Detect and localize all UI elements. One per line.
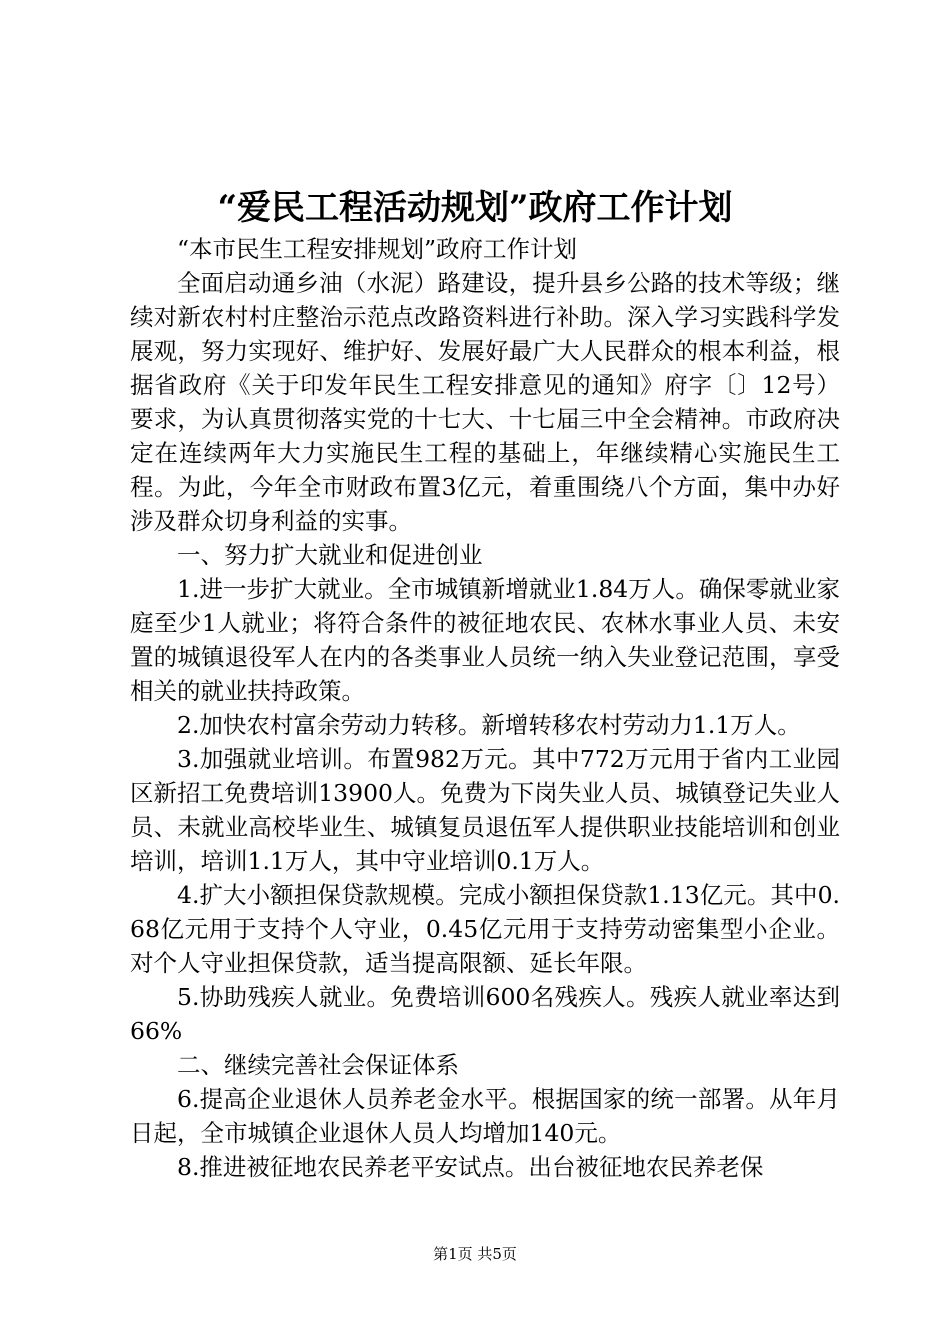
item-paragraph-6: 6.提高企业退休人员养老金水平。根据国家的统一部署。从年月日起，全市城镇企业退休人员人均增加140元。 <box>130 1085 840 1147</box>
intro-paragraph: 全面启动通乡油（水泥）路建设，提升县乡公路的技术等级；继续对新农村村庄整治示范点改路资料进行补助。深入学习实践科学发展观，努力实现好、维护好、发展好最广大人民群众的根本利益，根据省政府《关于印发年民生工程安排意见的通知》府字〔〕12号）要求，为认真贯彻落实党的十七大、十七届三中全会精神。市政府决定在连续两年大力实施民生工程的基础上，年继续精心实施民生工程。为此，今年全市财政布置3亿元，着重围绕八个方面，集中办好涉及群众切身利益的实事。 <box>130 269 840 535</box>
document-title: “爱民工程活动规划”政府工作计划 <box>217 188 733 228</box>
item-paragraph-8: 8.推进被征地农民养老平安试点。出台被征地农民养老保 <box>177 1153 764 1181</box>
item-paragraph-3: 3.加强就业培训。布置982万元。其中772万元用于省内工业园区新招工免费培训13900人。免费为下岗失业人员、城镇登记失业人员、未就业高校毕业生、城镇复员退伍军人提供职业技能培训和创业培训，培训1.1万人，其中守业培训0.1万人。 <box>130 745 840 875</box>
subtitle-paragraph: “本市民生工程安排规划”政府工作计划 <box>177 235 578 263</box>
section-heading-2: 二、继续完善社会保证体系 <box>177 1051 459 1079</box>
document-body <box>130 232 840 1184</box>
page-number-footer: 第1页 共5页 <box>433 1245 517 1263</box>
section-heading-1: 一、努力扩大就业和促进创业 <box>177 541 483 569</box>
item-paragraph-5: 5.协助残疾人就业。免费培训600名残疾人。残疾人就业率达到66% <box>130 983 840 1045</box>
item-paragraph-1: 1.进一步扩大就业。全市城镇新增就业1.84万人。确保零就业家庭至少1人就业；将符合条件的被征地农民、农林水事业人员、未安置的城镇退役军人在内的各类事业人员统一纳入失业登记范围，享受相关的就业扶持政策。 <box>130 575 840 705</box>
item-paragraph-4: 4.扩大小额担保贷款规模。完成小额担保贷款1.13亿元。其中0.68亿元用于支持个人守业，0.45亿元用于支持劳动密集型小企业。对个人守业担保贷款，适当提高限额、延长年限。 <box>130 881 840 977</box>
item-paragraph-2: 2.加快农村富余劳动力转移。新增转移农村劳动力1.1万人。 <box>177 711 801 739</box>
